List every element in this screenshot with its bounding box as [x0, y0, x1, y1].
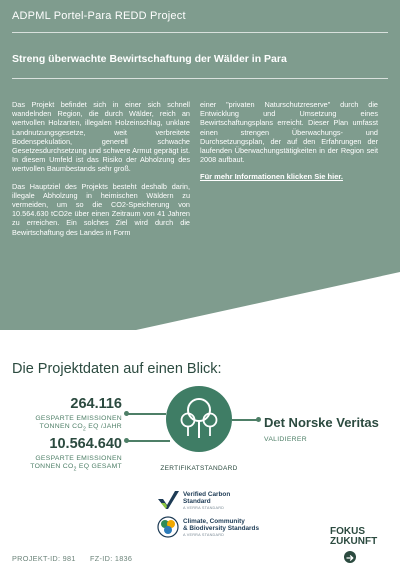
paragraph: Das Projekt befindet sich in einer sich schnell wandelnden Region, die durch Wälder, reich an wertvollen Holzarten, illegalen Holzeinschlag, unklare Landnutzungsgesetze, weit verbreitete Bodenspekulation, generell schwache Gesetzesdurchsetzung und schwere Armut geprägt ist. In diesem Umfeld ist das Risiko der Abholzung des wertvollen Baumbestands sehr groß.: [12, 100, 190, 174]
section-title: Die Projektdaten auf einen Blick:: [12, 361, 222, 377]
paragraph: Das Hauptziel des Projekts besteht deshalb darin, illegale Abholzung in heimischen Wäldern zu vermeiden, um so die CO2-Speicherung von 10.564.630 tCO2e über einen Zeitraum von 41 Jahren zu erreichen. Ein solches Ziel wird durch die Bewirtschaftung des Landes in Form: [12, 181, 190, 237]
stat-value: 10.564.640: [49, 436, 122, 452]
vcs-checkmark-logo: [157, 490, 179, 510]
connector-dot: [124, 438, 129, 443]
fz-id: FZ-ID: 1836: [90, 554, 133, 563]
connector-line: [232, 419, 258, 421]
divider-bottom: [12, 78, 388, 79]
paragraph: einer "privaten Naturschutzreserve" durch die Entwicklung und Umsetzung eines Bewirtschaftungsplans erreicht. Dieser Plan umfasst einen strengen Überwachungs- und Durchsetzungsplan, der auf den Erfahrungen der laufenden Überwachungstätigkeiten in der Region seit 2008 aufbaut.: [200, 100, 378, 165]
connector-dot: [124, 411, 129, 416]
validator: [264, 415, 379, 443]
validator-role: VALIDIERER: [264, 436, 307, 443]
text-column-left: [12, 100, 190, 245]
standard-vcs: Verified Carbon Standard A VERRA STANDARD: [157, 490, 230, 510]
validator-name: Det Norske Veritas: [264, 415, 379, 430]
stat-label: GESPARTE EMISSIONEN TONNEN $CO_2$ EQ /JAHR: [35, 415, 122, 433]
trees-icon: [166, 386, 232, 452]
divider-top: [12, 32, 388, 33]
connector-line: [126, 440, 170, 442]
arrow-right-icon[interactable]: [344, 551, 356, 563]
connector-dot: [256, 417, 261, 422]
stat-value: 264.116: [70, 396, 122, 412]
brand-logo: FOKUS ZUKUNFT: [330, 526, 378, 547]
certificate-label: ZERTIFIKATSTANDARD: [160, 465, 238, 472]
stat-total-emissions: [30, 436, 122, 474]
footer-ids: [12, 554, 144, 563]
more-info-link[interactable]: Für mehr Informationen klicken Sie hier.: [200, 172, 343, 182]
stat-annual-emissions: [35, 396, 122, 434]
headline: Streng überwachte Bewirtschaftung der Wälder in Para: [12, 53, 287, 65]
stat-label: GESPARTE EMISSIONEN TONNEN $CO_2$ EQ GESAMT: [30, 455, 122, 473]
text-column-right: [200, 100, 378, 182]
ccb-logo: [157, 516, 179, 538]
project-id: PROJEKT-ID: 981: [12, 554, 76, 563]
connector-line: [126, 413, 166, 415]
project-title: ADPML Portel-Para REDD Project: [12, 10, 186, 22]
standard-ccb: Climate, Community & Biodiversity Standards A VERRA STANDARD: [157, 516, 259, 538]
